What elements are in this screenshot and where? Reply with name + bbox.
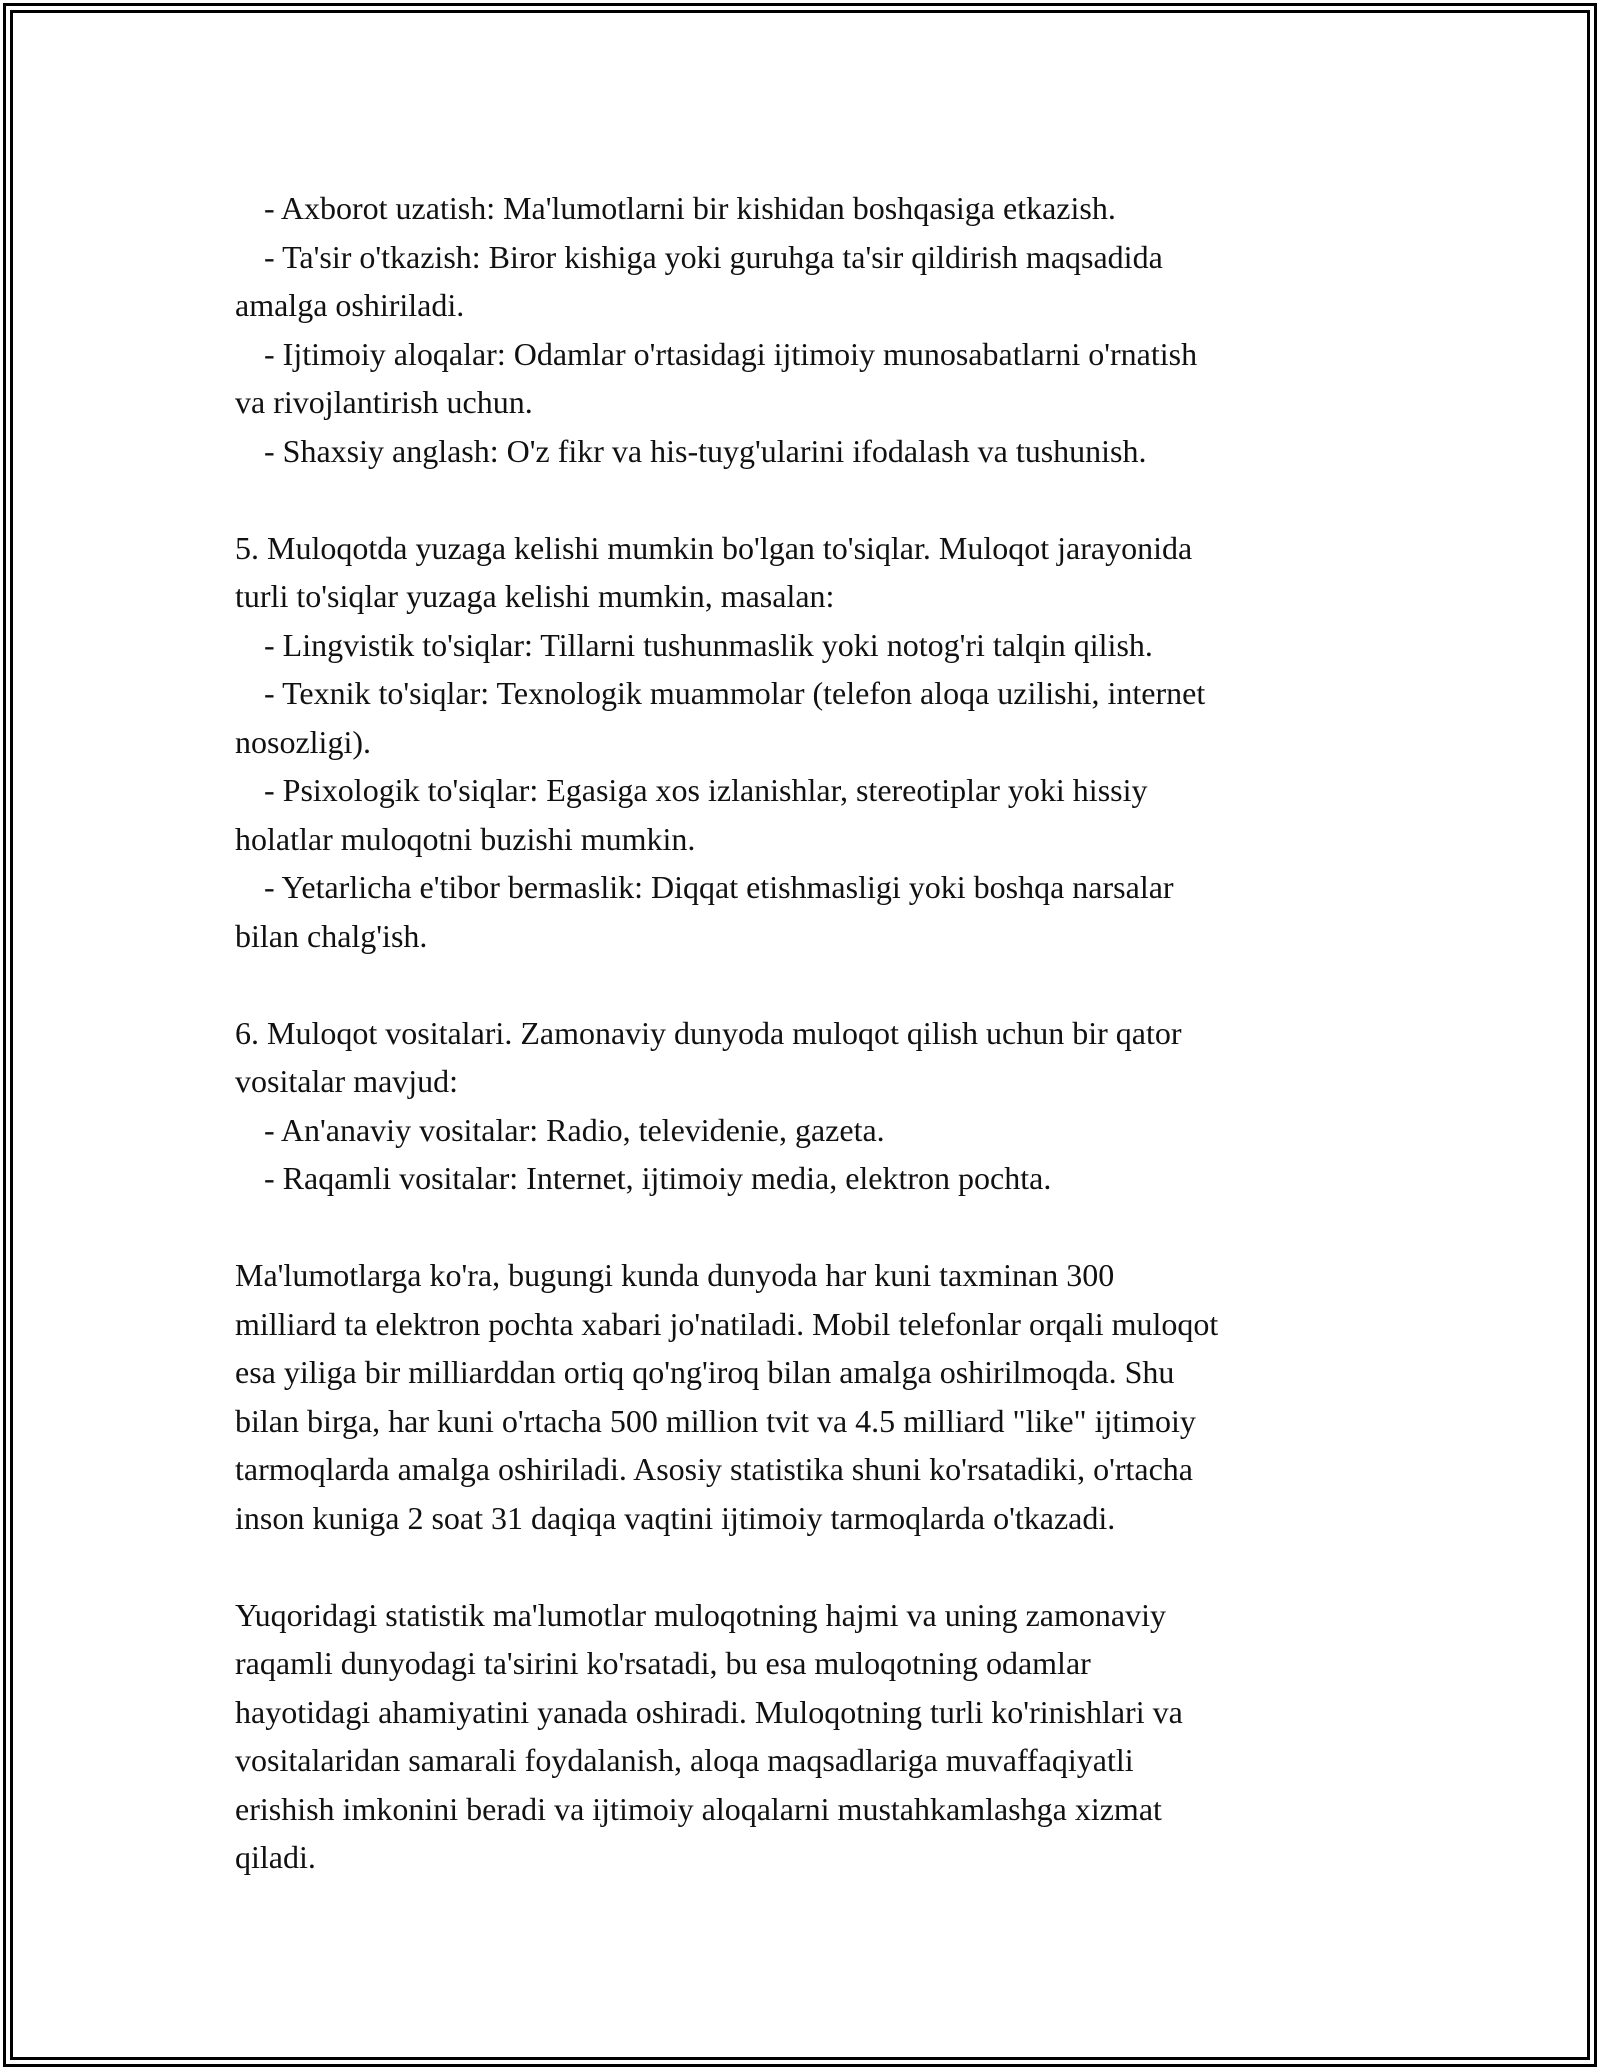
- paragraph-line: vositalar mavjud:: [235, 1063, 459, 1099]
- section-heading-line: 5. Muloqotda yuzaga kelishi mumkin bo'lgan to'siqlar. Muloqot jarayonida: [235, 529, 1193, 566]
- paragraph-gap: [235, 1542, 1370, 1591]
- paragraph-gap: [235, 1203, 1370, 1252]
- list-item: - Raqamli vositalar: Internet, ijtimoiy media, elektron pochta.: [264, 1160, 1052, 1196]
- paragraph-gap: [235, 475, 1370, 524]
- list-item: - Lingvistik to'siqlar: Tillarni tushunmaslik yoki notog'ri talqin qilish.: [264, 626, 1153, 663]
- paragraph-line: raqamli dunyodagi ta'sirini ko'rsatadi, bu esa muloqotning odamlar: [235, 1645, 1091, 1681]
- list-item: - Texnik to'siqlar: Texnologik muammolar (telefon aloqa uzilishi, internet: [264, 675, 1206, 711]
- section-5-barriers: [235, 524, 1370, 961]
- paragraph-line: erishish imkonini beradi va ijtimoiy aloqalarni mustahkamlashga xizmat: [235, 1790, 1162, 1827]
- document-body: [235, 184, 1370, 1882]
- list-item: - Ijtimoiy aloqalar: Odamlar o'rtasidagi ijtimoiy munosabatlarni o'rnatish: [264, 335, 1198, 372]
- paragraph-line: turli to'siqlar yuzaga kelishi mumkin, masalan:: [235, 578, 835, 614]
- section-6-tools: [235, 1009, 1370, 1203]
- list-item-continuation: va rivojlantirish uchun.: [235, 384, 533, 420]
- communication-functions-list: [235, 184, 1370, 475]
- paragraph-line: vositalaridan samarali foydalanish, aloqa maqsadlariga muvaffaqiyatli: [235, 1742, 1134, 1778]
- list-item-continuation: holatlar muloqotni buzishi mumkin.: [235, 820, 696, 857]
- list-item: - Axborot uzatish: Ma'lumotlarni bir kishidan boshqasiga etkazish.: [264, 190, 1116, 226]
- paragraph-line: Yuqoridagi statistik ma'lumotlar muloqotning hajmi va uning zamonaviy: [235, 1596, 1166, 1633]
- list-item: - Shaxsiy anglash: O'z fikr va his-tuyg'ularini ifodalash va tushunish.: [264, 432, 1147, 469]
- paragraph-line: tarmoqlarda amalga oshiriladi. Asosiy statistika shuni ko'rsatadiki, o'rtacha: [235, 1451, 1193, 1487]
- list-item-continuation: amalga oshiriladi.: [235, 287, 465, 323]
- paragraph-line: hayotidagi ahamiyatini yanada oshiradi. Muloqotning turli ko'rinishlari va: [235, 1693, 1183, 1730]
- conclusion-paragraph: [235, 1591, 1370, 1882]
- section-heading-line: 6. Muloqot vositalari. Zamonaviy dunyoda muloqot qilish uchun bir qator: [235, 1014, 1182, 1051]
- statistics-paragraph: [235, 1251, 1370, 1542]
- list-item: - Ta'sir o'tkazish: Biror kishiga yoki guruhga ta'sir qildirish maqsadida: [264, 238, 1163, 275]
- list-item: - Yetarlicha e'tibor bermaslik: Diqqat etishmasligi yoki boshqa narsalar: [264, 869, 1174, 905]
- paragraph-line: bilan birga, har kuni o'rtacha 500 million tvit va 4.5 milliard "like" ijtimoiy: [235, 1402, 1196, 1439]
- paragraph-gap: [235, 960, 1370, 1009]
- paragraph-line: qiladi.: [235, 1839, 316, 1875]
- paragraph-line: esa yiliga bir milliarddan ortiq qo'ng'iroq bilan amalga oshirilmoqda. Shu: [235, 1354, 1175, 1390]
- paragraph-line: milliard ta elektron pochta xabari jo'natiladi. Mobil telefonlar orqali muloqot: [235, 1305, 1219, 1342]
- list-item-continuation: nosozligi).: [235, 723, 371, 760]
- list-item: - An'anaviy vositalar: Radio, televidenie, gazeta.: [264, 1111, 885, 1148]
- paragraph-line: inson kuniga 2 soat 31 daqiqa vaqtini ijtimoiy tarmoqlarda o'tkazadi.: [235, 1499, 1116, 1536]
- paragraph-line: Ma'lumotlarga ko'ra, bugungi kunda dunyoda har kuni taxminan 300: [235, 1257, 1115, 1293]
- list-item: - Psixologik to'siqlar: Egasiga xos izlanishlar, stereotiplar yoki hissiy: [264, 772, 1148, 808]
- list-item-continuation: bilan chalg'ish.: [235, 917, 428, 954]
